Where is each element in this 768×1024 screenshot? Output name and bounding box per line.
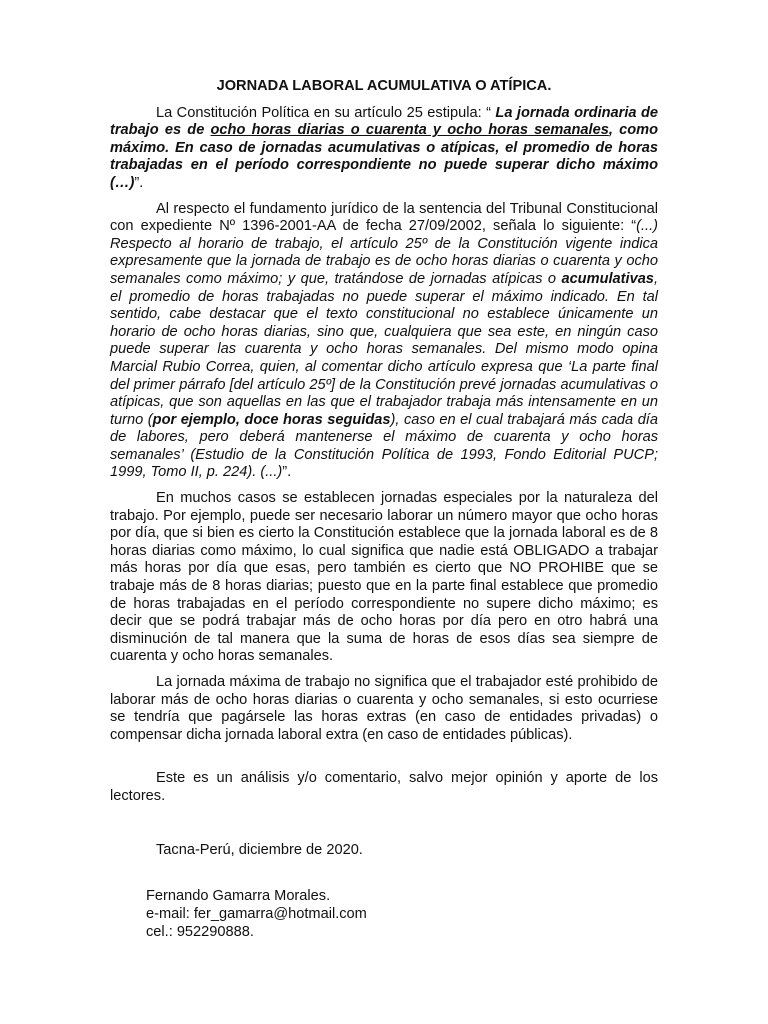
author-name: Fernando Gamarra Morales. xyxy=(146,888,331,905)
p2-bold-acumulativas: acumulativas xyxy=(561,270,654,287)
p2-closing: ”. xyxy=(282,464,292,481)
place-date: Tacna-Perú, diciembre de 2020. xyxy=(156,841,363,858)
p1-quote-start: La jornada ordinaria de trabajo es de xyxy=(110,104,658,139)
p2-italic-2: , el promedio de horas trabajadas no puede superar el máximo indicado. En tal sentido, cabe destacar que el texto constitucional no establece únicamente un horario de ocho horas diarias, sino que, cualquiera que sea este, en ningún caso puede superar las cuarenta y ocho horas semanales. Del mismo modo opina Marcial Rubio Correa, quien, al comentar dicho artículo expresa que ‘La parte final del primer párrafo [del artículo 25º] de la Constitución prevé jornadas acumulativas o atípicas, que son aquellas en las que el trabajador trabaja más intensamente en un turno ( xyxy=(110,270,658,428)
p2-italic-3: ), caso en el cual trabajará más cada día de labores, pero deberá mantenerse el máximo de cuarenta y ocho horas semanales’ (Estudio de la Constitución Política de 1993, Fondo Editorial PUCP; 1999, Tomo II, p. 224). (...) xyxy=(110,411,658,481)
author-phone: cel.: 952290888. xyxy=(146,924,254,941)
p2-bold-example: por ejemplo, doce horas seguidas xyxy=(152,411,391,428)
p2-intro: Al respecto el fundamento jurídico de la sentencia del Tribunal Constitucional con expediente Nº 1396-2001-AA de fecha 27/09/2002, señala lo siguiente: “ xyxy=(110,200,658,235)
document-page xyxy=(110,78,658,941)
paragraph-comment: Este es un análisis y/o comentario, salvo mejor opinión y aporte de los lectores. xyxy=(110,770,658,804)
p1-quote-end: , como máximo. En caso de jornadas acumulativas o atípicas, el promedio de horas trabajadas en el período correspondiente no puede superar dicho máximo (…) xyxy=(110,122,658,191)
author-email: e-mail: fer_gamarra@hotmail.com xyxy=(146,906,367,923)
document-title: JORNADA LABORAL ACUMULATIVA O ATÍPICA. xyxy=(216,78,552,94)
paragraph-tribunal xyxy=(110,201,658,483)
p1-intro: La Constitución Política en su artículo 25 estipula: “ xyxy=(156,104,496,121)
p1-quote-underlined: ocho horas diarias o cuarenta y ocho horas semanales xyxy=(210,122,609,139)
p1-closing: ”. xyxy=(134,174,144,191)
paragraph-constitution xyxy=(110,105,658,193)
author-signature xyxy=(146,887,658,941)
p2-italic-1: (...) Respecto al horario de trabajo, el artículo 25º de la Constitución vigente indica expresamente que la jornada de trabajo es de ocho horas diarias o cuarenta y ocho semanales como máximo; y que, tratándose de jornadas atípicas o xyxy=(110,218,658,287)
paragraph-special-days: En muchos casos se establecen jornadas especiales por la naturaleza del trabajo. Por ejemplo, puede ser necesario laborar un número mayor que ocho horas por día, que si bien es cierto la Constitución establece que la jornada laboral es de 8 horas diarias como máximo, lo cual significa que nadie está OBLIGADO a trabajar más horas por día que esas, pero también es cierto que NO PROHIBE que se trabaje más de 8 horas diarias; puesto que en la parte final establece que promedio de horas trabajadas en el período correspondiente no supere dicho máximo; es decir que se podrá trabajar más de ocho horas por día pero en otro habrá una disminución de tal manera que la suma de horas de esos días sea siempre de cuarenta y ocho horas semanales. xyxy=(110,490,658,665)
paragraph-maximum: La jornada máxima de trabajo no significa que el trabajador esté prohibido de laborar más de ocho horas diarias o cuarenta y ocho semanales, si esto ocurriese se tendría que pagársele las horas extras (en caso de entidades privadas) o compensar dicha jornada laboral extra (en caso de entidades públicas). xyxy=(110,674,658,743)
